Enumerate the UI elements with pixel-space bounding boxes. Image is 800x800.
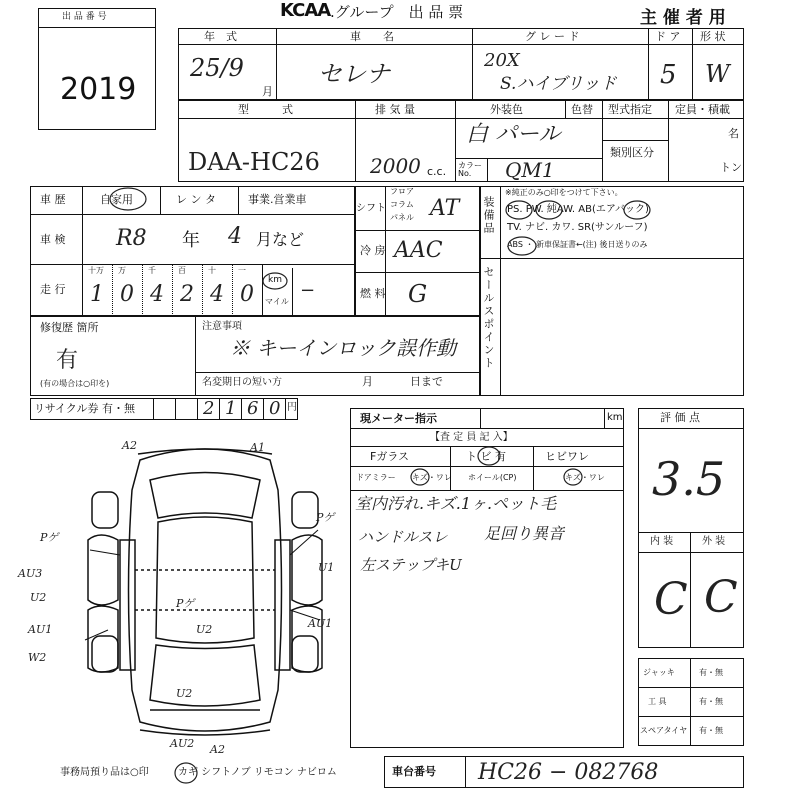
grade-value-1: 20X [484,50,520,71]
fuel-label: 燃 料 [360,287,386,300]
equipment-side-label: 装備品 [482,196,495,235]
model-label: 型 式 [238,103,293,116]
chassis-number: HC26 − 082768 [478,760,659,785]
meter-km: km [607,412,623,423]
history-label: 車 歴 [40,193,66,206]
mileage-digit: 0 [240,282,254,307]
inspection-month-value: 4 [228,224,242,249]
meter-label: 現メーター指示 [360,412,437,425]
damage-mark: AU3 [18,567,43,580]
mileage-digit-header: 十万 [88,266,104,275]
inspection-value: R8 [116,226,147,251]
form-title: .グループ 出 品 票 [330,3,464,21]
recycle-digit: 1 [225,398,237,419]
capacity-label: 定員・積載 [675,103,730,116]
damage-mark: U2 [176,687,193,700]
mileage-digit: 4 [210,282,224,307]
ac-value: AAC [394,238,443,263]
interior-grade: C [654,574,688,625]
notes-label: 注意事項 [202,321,242,332]
f-glass-label: Fガラス [370,450,409,463]
key-circle [174,762,198,784]
ton-unit: トン [720,161,742,174]
shift-value: AT [430,196,460,221]
spare-yes-no: 有・無 [699,726,723,735]
model-value: DAA-HC26 [188,148,320,176]
repair-label: 修復歴 箇所 [40,321,99,334]
inspector-note-4: 足回り異音 [484,524,565,543]
color-code-value: QM1 [505,158,555,182]
jack-label: ジャッキ [643,668,675,677]
damage-mark: Pゲ [176,597,195,610]
equipment-note: ※純正のみ○印をつけて下さい。 [505,188,623,197]
damage-mark: A2 [122,439,137,452]
inspection-year-unit: 年 [182,230,200,251]
damage-mark: AU1 [28,623,53,636]
shape-value: W [705,60,730,88]
cc-unit: c.c. [427,165,447,178]
door-mirror-scratch: キズ・ワレ [412,473,452,482]
shift-panel: パネル [390,213,414,222]
equipment-line-3: ABS ・ 新車保証書←(注) 後日送りのみ [507,240,648,249]
car-name-label: 車 名 [350,30,394,43]
brand-logo: KCAA [280,0,331,21]
hibi-label: ヒビワレ [545,450,589,463]
equipment-line-2: TV. ナビ. カワ. SR(サンルーフ) [507,222,648,233]
damage-mark: Pゲ [316,511,335,524]
history-business: 事業.営業車 [248,193,307,206]
tobi-circle [476,446,502,466]
door-mirror-label: ドアミラー [356,473,396,482]
persons-unit: 名 [728,127,739,140]
wheel-label: ホイール(CP) [468,473,517,482]
shift-label: シフト [356,203,386,214]
color-change-label: 色替 [571,103,593,116]
lot-number-label: 出 品 番 号 [62,12,107,22]
mileage-digit: 0 [120,282,134,307]
exterior-color-label: 外装色 [490,103,523,116]
mileage-digit-header: 一 [238,266,246,275]
displacement-label: 排 気 量 [375,103,415,116]
equipment-line-1: PS. PW. 純AW. AB(エアバック) [507,204,649,215]
mirror-scratch-circle [410,468,430,486]
year-value: 25/9 [190,54,244,82]
expiry-label: 名変期日の短い方 [202,377,282,388]
inspection-label: 車 検 [40,233,66,246]
mileage-digit-header: 十 [208,266,216,275]
history-rental: レ ン タ [176,193,216,206]
wheel-scratch: キズ・ワレ [565,473,605,482]
interior-label: 内 装 [650,536,674,547]
grade-label: グ レ ー ド [525,30,580,43]
rating-value: 3.5 [652,452,726,506]
exterior-grade: C [704,572,738,623]
mileage-digit: 1 [90,282,104,307]
mileage-unit-value: − [300,280,316,301]
grade-value-2: S.ハイブリッド [500,74,617,94]
fuel-value: G [408,280,428,308]
color-code-label: カラー No. [458,161,482,178]
mileage-digit-header: 万 [118,266,126,275]
km-unit: km [268,275,282,285]
displacement-value: 2000 [370,154,421,178]
mile-unit: マイル [265,297,289,306]
damage-mark: A1 [250,441,265,454]
mileage-digit: 2 [180,282,194,307]
recycle-label: リサイクル券 有・無 [34,402,135,415]
recycle-digit: 6 [247,398,259,419]
shape-label: 形 状 [700,30,726,43]
door-label: ド ア [655,30,681,43]
type-designation-label: 型式指定 [608,103,652,116]
private-circle [108,186,148,212]
jack-yes-no: 有・無 [699,668,723,677]
tools-yes-no: 有・無 [699,697,723,706]
exterior-color-value: 白 パール [466,122,561,147]
tools-label: 工 具 [648,697,667,706]
year-label: 年 式 [204,30,237,43]
door-value: 5 [660,60,677,90]
recycle-yen: 円 [287,402,297,413]
repair-value: 有 [56,348,79,373]
damage-mark: A2 [210,743,225,756]
expiry-day: 日まで [410,375,443,388]
repair-note: (有の場合は○印を) [40,379,110,388]
sales-point-label: セールスポイント [482,266,495,370]
damage-mark: Pゲ [40,531,59,544]
inspector-note-3: 左ステップキU [360,556,462,574]
chassis-label: 車台番号 [392,765,436,778]
mileage-digit: 4 [150,282,164,307]
tobi-label: ト ビ 有 [466,450,506,463]
organizer-label: 主 催 者 用 [640,8,726,28]
inspection-month-unit: 月など [256,230,305,249]
spare-label: スペアタイヤ [640,726,688,735]
equipment-circles [500,196,680,256]
inspector-note-2: ハンドルスレ [358,528,448,546]
class-label: 類別区分 [610,146,654,159]
damage-mark: U2 [196,623,213,636]
history-private: 自家用 [100,193,133,206]
wheel-scratch-circle [563,468,583,486]
lot-number: 2019 [60,72,137,107]
shift-floor: フロア [390,187,414,196]
inspector-label: 【査 定 員 記 入】 [430,432,513,443]
expiry-month: 月 [362,375,373,388]
inspector-note-1: 室内汚れ.キズ.1ヶ.ペット毛 [355,494,557,513]
mileage-digit-header: 千 [148,266,156,275]
rating-label: 評 価 点 [660,411,700,424]
recycle-digit: 0 [269,398,281,419]
ac-label: 冷 房 [360,244,386,257]
exterior-label: 外 装 [702,536,726,547]
damage-mark: U1 [318,561,335,574]
month-unit: 月 [262,85,273,98]
damage-mark: AU2 [170,737,195,750]
mileage-digit-header: 百 [178,266,186,275]
car-diagram [80,440,333,750]
damage-mark: W2 [28,651,47,664]
office-items-label: 事務局預り品は○印 [60,767,149,778]
recycle-digit: 2 [203,398,215,419]
office-items-list: カギ シフトノブ リモコン ナビロム [178,767,337,778]
notes-value: ※ キーインロック誤作動 [230,336,456,360]
damage-mark: U2 [30,591,47,604]
damage-mark: AU1 [308,617,333,630]
car-name-value: セレナ [318,60,390,88]
mileage-label: 走 行 [40,283,66,296]
shift-column: コラム [390,200,414,209]
